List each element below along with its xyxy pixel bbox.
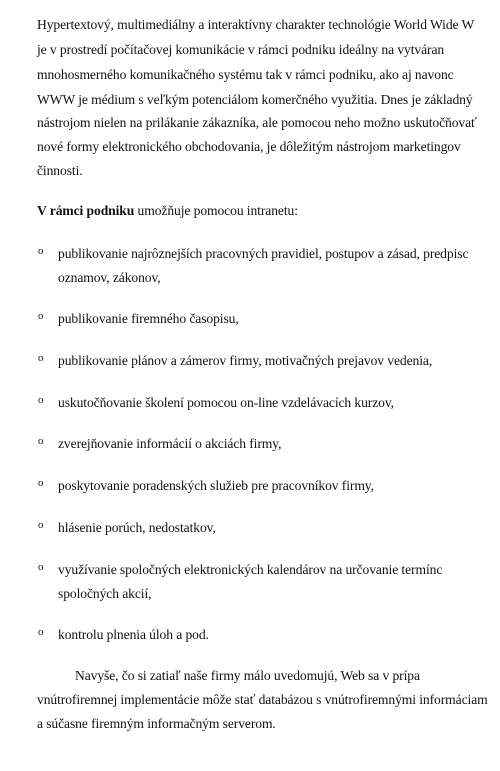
section-heading-text: umožňuje pomocou intranetu: xyxy=(134,203,298,218)
list-item-text: poskytovanie poradenských služieb pre pracovníkov firmy, xyxy=(58,478,374,493)
bullet-icon: o xyxy=(38,245,44,257)
bullet-icon: o xyxy=(38,394,44,406)
closing-line: vnútrofiremnej implementácie môže stať databázou s vnútrofiremnými informáciam xyxy=(37,692,488,707)
intro-line: nástrojom nielen na prilákanie zákazníka, ale pomocou neho možno uskutočňovať xyxy=(37,115,477,130)
list-item-text: publikovanie firemného časopisu, xyxy=(58,311,239,326)
intro-line: nové formy elektronického obchodovania, je dôležitým nástrojom marketingov xyxy=(37,139,461,154)
bullet-icon: o xyxy=(38,519,44,531)
bullet-icon: o xyxy=(38,561,44,573)
intro-line: je v prostredí počítačovej komunikácie v rámci podniku ideálny na vytváran xyxy=(37,42,445,57)
intro-line: WWW je médium s veľkým potenciálom komerčného využitia. Dnes je základný xyxy=(37,92,473,107)
list-item-text: spoločných akcií, xyxy=(58,586,152,601)
intro-line: činnosti. xyxy=(37,163,83,178)
bullet-icon: o xyxy=(38,626,44,638)
closing-line: Navyše, čo si zatiaľ naše firmy málo uvedomujú, Web sa v prípa xyxy=(75,668,420,683)
list-item-text: kontrolu plnenia úloh a pod. xyxy=(58,627,209,642)
bullet-icon: o xyxy=(38,435,44,447)
section-heading xyxy=(37,202,298,219)
list-item-text: publikovanie najrôznejších pracovných pravidiel, postupov a zásad, predpisc xyxy=(58,246,469,261)
list-item-text: hlásenie porúch, nedostatkov, xyxy=(58,520,216,535)
intro-line: mnohosmerného komunikačného systému tak v rámci podniku, ako aj navonc xyxy=(37,67,454,82)
list-item-text: publikovanie plánov a zámerov firmy, motivačných prejavov vedenia, xyxy=(58,353,433,368)
list-item-text: zverejňovanie informácií o akciách firmy, xyxy=(58,436,282,451)
closing-line: a súčasne firemným informačným serverom. xyxy=(37,716,276,731)
bullet-icon: o xyxy=(38,352,44,364)
bullet-icon: o xyxy=(38,477,44,489)
list-item-text: využívanie spoločných elektronických kalendárov na určovanie termínc xyxy=(58,562,443,577)
intro-line: Hypertextový, multimediálny a interaktívny charakter technológie World Wide W xyxy=(37,17,475,32)
section-heading-bold: V rámci podniku xyxy=(37,203,135,218)
bullet-icon: o xyxy=(38,310,44,322)
list-item-text: oznamov, zákonov, xyxy=(58,270,161,285)
list-item-text: uskutočňovanie školení pomocou on-line vzdelávacích kurzov, xyxy=(58,395,394,410)
